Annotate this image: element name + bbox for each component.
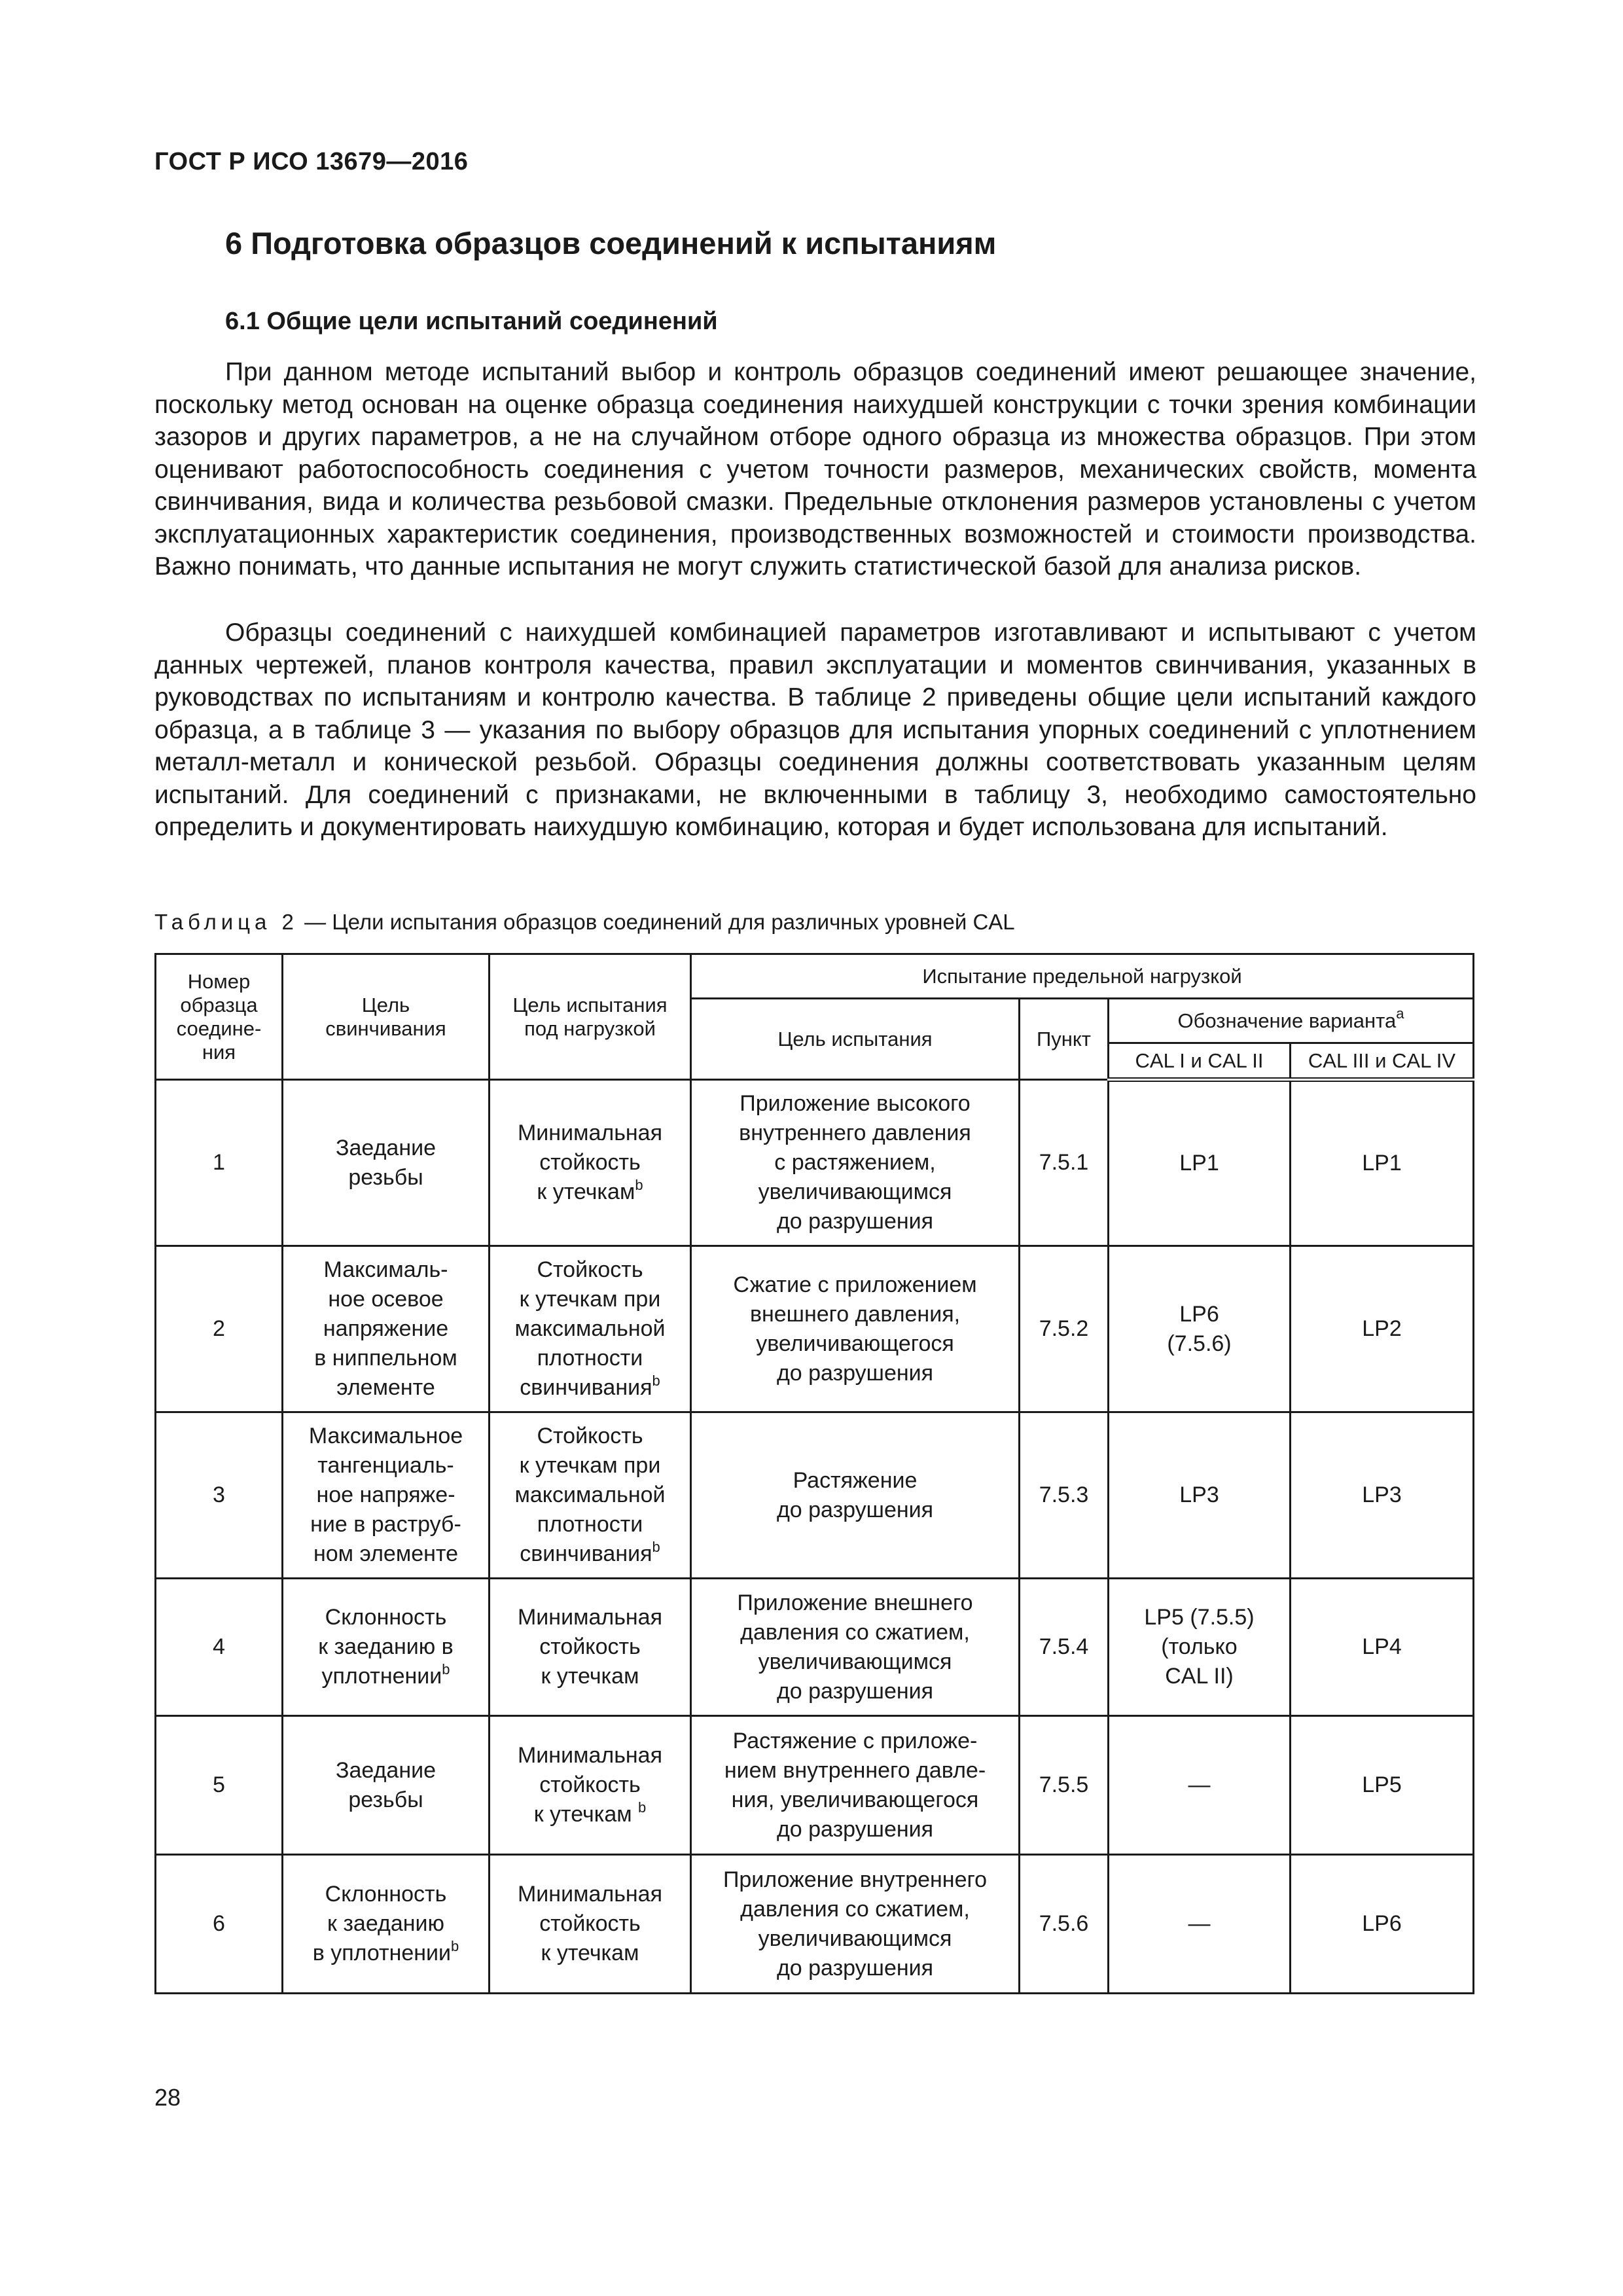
section-title: 6 Подготовка образцов соединений к испытаниям	[225, 226, 997, 260]
table-row	[156, 1246, 1474, 1412]
footnote-mark-b: b	[442, 1661, 450, 1677]
header-cal-1-2: CAL I и CAL II	[1109, 1043, 1291, 1080]
footnote-mark-a: a	[1396, 1005, 1404, 1022]
sample-number: 6	[156, 1855, 283, 1994]
footnote-mark-b: b	[652, 1372, 660, 1389]
table-caption	[154, 910, 1015, 935]
load-goal: Минимальная стойкость к утечкам	[490, 1579, 691, 1716]
variant-cal-3-4: LP5	[1291, 1716, 1474, 1855]
table-row	[156, 1579, 1474, 1716]
test-goal: Приложение высокого внутреннего давления с растяжением, увеличивающимся до разрушения	[691, 1080, 1020, 1246]
sample-number: 4	[156, 1579, 283, 1716]
subsection-title: 6.1 Общие цели испытаний соединений	[225, 308, 718, 335]
footnote-mark-b: b	[652, 1539, 660, 1555]
sample-number: 1	[156, 1080, 283, 1246]
sample-number: 5	[156, 1716, 283, 1855]
clause: 7.5.1	[1020, 1080, 1109, 1246]
variant-cal-1-2: —	[1109, 1716, 1291, 1855]
body-paragraph-1: При данном методе испытаний выбор и контроль образцов соединений имеют решающее значение, поскольку метод основан на оценке образца соединения наихудшей конструкции с точки зрения комбинации зазоров и других параметров, а не на случайном отборе одного образца из множества образцов. При этом оценивают работоспособность соединения с учетом точности размеров, механических свойств, момента свинчивания, вида и количества резьбовой смазки. Предельные отклонения размеров установлены с учетом эксплуатационных характеристик соединения, производственных возможностей и стоимости производства. Важно понимать, что данные испытания не могут служить статистической базой для анализа рисков.	[154, 358, 1476, 581]
makeup-goal: Заедание резьбы	[283, 1716, 490, 1855]
header-load-goal: Цель испытания под нагрузкой	[490, 954, 691, 1080]
variant-cal-3-4: LP6	[1291, 1855, 1474, 1994]
makeup-goal: Максималь- ное осевое напряжение в ниппельном элементе	[283, 1246, 490, 1412]
variant-cal-3-4: LP3	[1291, 1412, 1474, 1579]
table-row	[156, 1855, 1474, 1994]
variant-cal-3-4: LP4	[1291, 1579, 1474, 1716]
footnote-mark-b: b	[635, 1177, 643, 1193]
cal-test-goals-table	[154, 953, 1474, 1994]
load-goal: Стойкость к утечкам при максимальной плотности свинчивания$^b$	[490, 1412, 691, 1579]
header-cal-3-4: CAL III и CAL IV	[1291, 1043, 1474, 1080]
table-caption-text: — Цели испытания образцов соединений для различных уровней CAL	[298, 910, 1015, 934]
clause: 7.5.5	[1020, 1716, 1109, 1855]
test-goal: Растяжение с приложе- нием внутреннего давле- ния, увеличивающегося до разрушения	[691, 1716, 1020, 1855]
variant-cal-1-2: LP5 (7.5.5) (только CAL II)	[1109, 1579, 1291, 1716]
variant-cal-3-4: LP1	[1291, 1080, 1474, 1246]
header-limit-load-test: Испытание предельной нагрузкой	[691, 954, 1474, 999]
table-row	[156, 1716, 1474, 1855]
header-variant-designation	[1109, 999, 1474, 1043]
clause: 7.5.3	[1020, 1412, 1109, 1579]
body-paragraph-2: Образцы соединений с наихудшей комбинацией параметров изготавливают и испытывают с учетом данных чертежей, планов контроля качества, правил эксплуатации и моментов свинчивания, указанных в руководствах по испытаниям и контролю качества. В таблице 2 приведены общие цели испытаний каждого образца, а в таблице 3 — указания по выбору образцов для испытания упорных соединений с уплотнением металл-металл и конической резьбой. Образцы соединения должны соответствовать указанным целям испытаний. Для соединений с признаками, не включенными в таблицу 3, необходимо самостоятельно определить и документировать наихудшую комбинацию, которая и будет использована для испытаний.	[154, 619, 1476, 841]
footnote-mark-b: b	[638, 1799, 647, 1816]
variant-cal-1-2: LP6 (7.5.6)	[1109, 1246, 1291, 1412]
header-sample-number: Номер образца соедине- ния	[156, 954, 283, 1080]
variant-cal-3-4: LP2	[1291, 1246, 1474, 1412]
clause: 7.5.6	[1020, 1855, 1109, 1994]
load-goal: Минимальная стойкость к утечкам	[490, 1855, 691, 1994]
table-caption-label: Таблица 2	[154, 910, 298, 934]
table-row	[156, 1412, 1474, 1579]
sample-number: 3	[156, 1412, 283, 1579]
variant-cal-1-2: LP3	[1109, 1412, 1291, 1579]
load-goal: Минимальная стойкость к утечкам$^b$	[490, 1080, 691, 1246]
makeup-goal: Склонность к заеданию в уплотнении$^b$	[283, 1855, 490, 1994]
header-makeup-goal: Цель свинчивания	[283, 954, 490, 1080]
page-number: 28	[154, 2084, 181, 2111]
table-row	[156, 1080, 1474, 1246]
test-goal: Приложение внутреннего давления со сжатием, увеличивающимся до разрушения	[691, 1855, 1020, 1994]
sample-number: 2	[156, 1246, 283, 1412]
header-test-goal: Цель испытания	[691, 999, 1020, 1080]
test-goal: Сжатие с приложением внешнего давления, увеличивающегося до разрушения	[691, 1246, 1020, 1412]
document-code: ГОСТ Р ИСО 13679—2016	[154, 148, 469, 175]
header-variant-designation-text: Обозначение варианта	[1177, 1009, 1397, 1032]
makeup-goal: Максимальное тангенциаль- ное напряже- ние в раструб- ном элементе	[283, 1412, 490, 1579]
load-goal: Стойкость к утечкам при максимальной плотности свинчивания$^b$	[490, 1246, 691, 1412]
variant-cal-1-2: LP1	[1109, 1080, 1291, 1246]
makeup-goal: Заедание резьбы	[283, 1080, 490, 1246]
clause: 7.5.2	[1020, 1246, 1109, 1412]
test-goal: Приложение внешнего давления со сжатием, увеличивающимся до разрушения	[691, 1579, 1020, 1716]
test-goal: Растяжение до разрушения	[691, 1412, 1020, 1579]
load-goal: Минимальная стойкость к утечкам $^b$	[490, 1716, 691, 1855]
makeup-goal: Склонность к заеданию в уплотнении$^b$	[283, 1579, 490, 1716]
clause: 7.5.4	[1020, 1579, 1109, 1716]
variant-cal-1-2: —	[1109, 1855, 1291, 1994]
footnote-mark-b: b	[451, 1938, 459, 1954]
header-clause: Пункт	[1020, 999, 1109, 1080]
